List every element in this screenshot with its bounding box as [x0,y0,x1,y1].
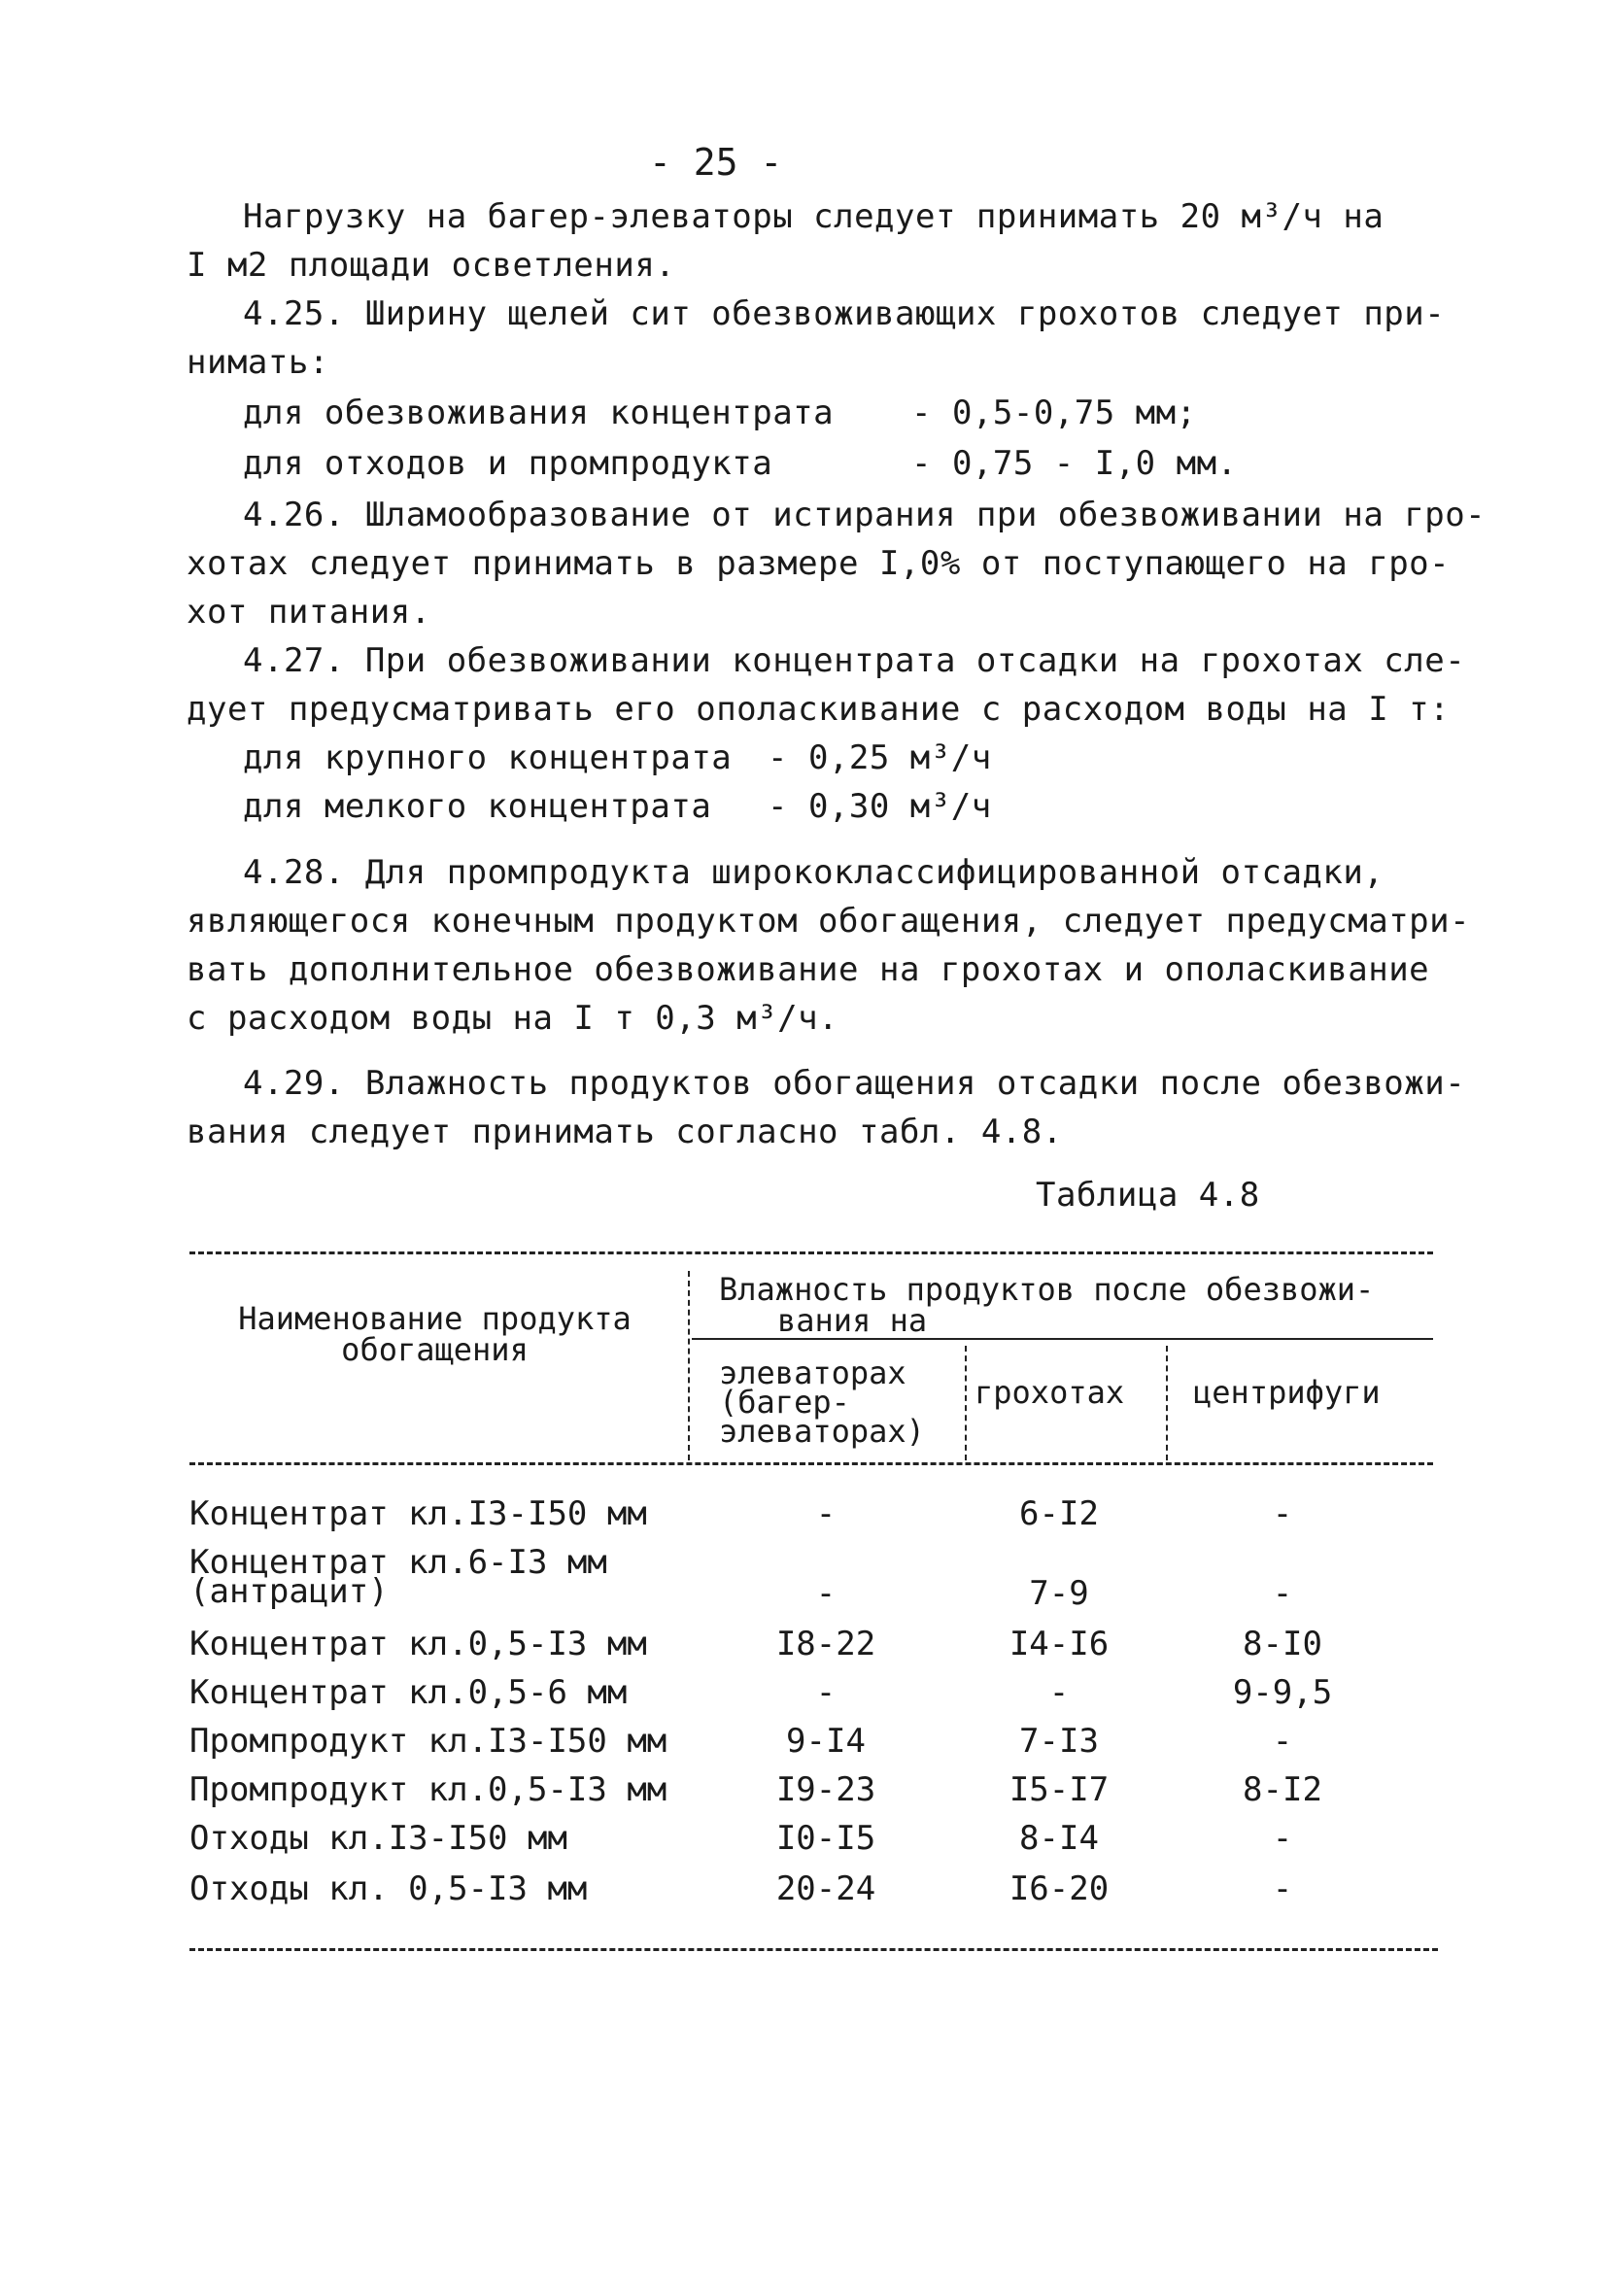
cell-centrifuges: - [1272,1869,1293,1908]
paragraph-line: с расходом воды на I т 0,3 м³/ч. [187,999,839,1038]
column-separator [965,1346,967,1460]
row-name: Концентрат кл.6-I3 мм [189,1543,607,1582]
list-item-value: - 0,25 м³/ч [768,738,992,777]
paragraph-line: I м2 площади осветления. [187,246,676,285]
header-elevators-line2: (багер- [719,1384,850,1421]
column-separator [1166,1346,1168,1460]
paragraph-line: являющегося конечным продуктом обогащения, следует предусматри- [187,902,1471,941]
paragraph-line: хот питания. [187,593,431,632]
cell-centrifuges: - [1272,1574,1293,1613]
paragraph-line: Нагрузку на багер-элеваторы следует принимать 20 м³/ч на [243,197,1385,236]
list-item-value: - 0,30 м³/ч [768,787,992,826]
paragraph-line: вать дополнительное обезвоживание на грохотах и ополаскивание [187,950,1430,989]
paragraph-line: 4.25. Ширину щелей сит обезвоживающих грохотов следует при- [243,294,1446,333]
paragraph-line: 4.28. Для промпродукта ширококлассифицированной отсадки, [243,853,1385,892]
cell-elevators: I0-I5 [775,1819,876,1858]
row-name: Промпродукт кл.0,5-I3 мм [189,1770,667,1809]
column-separator [688,1271,690,1460]
row-name: Промпродукт кл.I3-I50 мм [189,1722,667,1761]
header-bottom-rule [189,1462,1433,1465]
cell-elevators: I9-23 [775,1770,876,1809]
header-elevators-line1: элеваторах [719,1354,906,1391]
table-top-rule [189,1251,1433,1254]
header-group-line1: Влажность продуктов после обезвожи- [719,1271,1375,1308]
cell-elevators: - [815,1673,837,1712]
paragraph-line: 4.26. Шламообразование от истирания при обезвоживании на гро- [243,496,1487,534]
header-elevators-line3: элеваторах) [719,1413,925,1450]
cell-elevators: 20-24 [775,1869,876,1908]
row-name: Концентрат кл.0,5-6 мм [189,1673,628,1712]
paragraph-line: вания следует принимать согласно табл. 4.8. [187,1113,1063,1151]
header-group-rule [692,1338,1433,1340]
row-name: Отходы кл. 0,5-I3 мм [189,1869,588,1908]
row-name: Концентрат кл.0,5-I3 мм [189,1625,647,1663]
list-item-value: - 0,5-0,75 мм; [911,394,1197,432]
cell-centrifuges: 9-9,5 [1232,1673,1333,1712]
cell-screens: 7-I3 [1019,1722,1099,1761]
list-item-label: для мелкого концентрата [243,787,712,826]
table-caption: Таблица 4.8 [1036,1176,1260,1215]
cell-elevators: 9-I4 [786,1722,866,1761]
cell-centrifuges: - [1272,1819,1293,1858]
row-name: Отходы кл.I3-I50 мм [189,1819,567,1858]
cell-elevators: - [815,1574,837,1613]
header-product-line2: обогащения [341,1331,529,1368]
cell-screens: I6-20 [1009,1869,1110,1908]
paragraph-line: дует предусматривать его ополаскивание с расходом воды на I т: [187,690,1451,729]
page-number: - 25 - [649,141,783,184]
cell-elevators: - [815,1494,837,1533]
cell-screens: 7-9 [1029,1574,1089,1613]
paragraph-line: нимать: [187,343,329,382]
cell-centrifuges: 8-I0 [1243,1625,1322,1663]
list-item-label: для крупного концентрата [243,738,733,777]
list-item-value: - 0,75 - I,0 мм. [911,444,1238,483]
row-name-line2: (антрацит) [189,1572,389,1611]
cell-screens: - [1048,1673,1070,1712]
header-centrifuges: центрифуги [1193,1374,1381,1411]
paragraph-line: хотах следует принимать в размере I,0% от поступающего на гро- [187,544,1451,583]
header-product-line1: Наименование продукта [238,1300,632,1337]
row-name: Концентрат кл.I3-I50 мм [189,1494,647,1533]
cell-elevators: I8-22 [775,1625,876,1663]
cell-centrifuges: 8-I2 [1243,1770,1322,1809]
cell-screens: I4-I6 [1009,1625,1110,1663]
list-item-label: для отходов и промпродукта [243,444,773,483]
paragraph-line: 4.29. Влажность продуктов обогащения отсадки после обезвожи- [243,1064,1466,1103]
cell-screens: I5-I7 [1009,1770,1110,1809]
cell-centrifuges: - [1272,1722,1293,1761]
paragraph-line: 4.27. При обезвоживании концентрата отсадки на грохотах сле- [243,641,1466,680]
table-bottom-rule [189,1948,1438,1951]
cell-screens: 8-I4 [1019,1819,1099,1858]
header-screens: грохотах [974,1374,1125,1411]
list-item-label: для обезвоживания концентрата [243,394,835,432]
cell-screens: 6-I2 [1019,1494,1099,1533]
cell-centrifuges: - [1272,1494,1293,1533]
header-group-line2: вания на [777,1302,928,1339]
